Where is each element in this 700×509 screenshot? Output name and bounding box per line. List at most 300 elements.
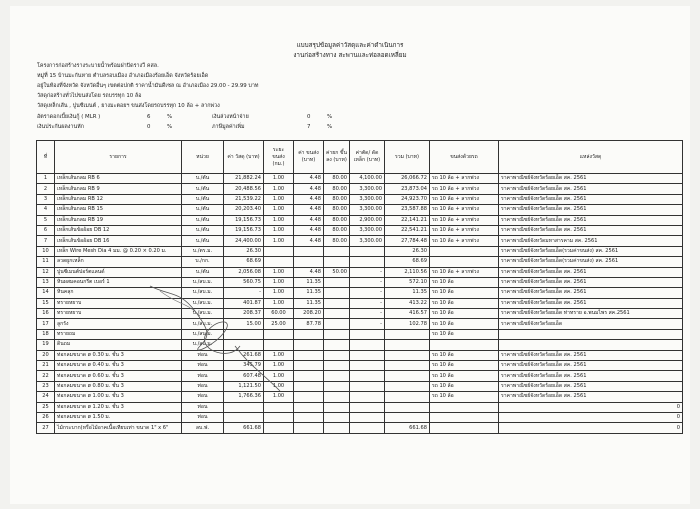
cell-unit: ท่อน [182, 381, 224, 391]
cell-total: 26,066.72 [385, 174, 430, 184]
cell-transport [294, 350, 324, 360]
cell-source: 0 [499, 423, 683, 433]
cell-price: 661.68 [224, 423, 264, 433]
cell-distance: 1.00 [264, 288, 294, 298]
cell-item: เหล็กเส้นกลม RB 19 [55, 215, 182, 225]
cell-transport [294, 257, 324, 267]
cell-price [224, 412, 264, 422]
cell-distance [264, 402, 294, 412]
cell-cutting: - [350, 298, 385, 308]
cell-unit: บ./ตัน [182, 194, 224, 204]
cell-vehicle: รถ 10 ล้อ + ลากพ่วง [430, 267, 499, 277]
cell-cutting: - [350, 267, 385, 277]
cell-distance: 1.00 [264, 174, 294, 184]
cell-distance: 1.00 [264, 381, 294, 391]
cell-source: ราคาพาณิชย์จังหวัดร้อยเอ็ด สค. 2561 [499, 298, 683, 308]
cell-cutting [350, 350, 385, 360]
cell-loading [324, 277, 350, 287]
document-subtitle: งานก่อสร้างทาง สะพานและท่อลอดเหลี่ยม [293, 52, 407, 59]
cell-no: 10 [37, 246, 55, 256]
table-row [37, 236, 683, 246]
cell-price: 24,400.00 [224, 236, 264, 246]
header-source: แหล่งวัสดุ [499, 141, 683, 174]
cell-total: 416.57 [385, 309, 430, 319]
cell-source: ราคาพาณิชย์จังหวัดร้อยเอ็ด สค. 2561 [499, 371, 683, 381]
cell-item: เหล็กเส้นกลม RB 6 [55, 174, 182, 184]
cell-distance: 1.00 [264, 205, 294, 215]
cell-price [224, 402, 264, 412]
cell-source: ราคาพาณิชย์จังหวัดร้อยเอ็ด สค. 2561 [499, 174, 683, 184]
table-row [37, 298, 683, 308]
cell-no: 20 [37, 350, 55, 360]
cell-source: ราคาพาณิชย์จังหวัดร้อยเอ็ด สค. 2561 [499, 392, 683, 402]
cell-item: ท่อกลมขนาด ø 0.40 ม. ชั้น 3 [55, 361, 182, 371]
cell-loading [324, 246, 350, 256]
cell-transport: 4.48 [294, 174, 324, 184]
cell-item: ทรายหยาบ [55, 309, 182, 319]
cell-no: 21 [37, 361, 55, 371]
cell-item: ดินถม [55, 340, 182, 350]
cell-transport [294, 402, 324, 412]
cell-distance: 1.00 [264, 184, 294, 194]
cell-transport [294, 412, 324, 422]
cell-source: ราคาพาณิชย์จังหวัดร้อยเอ็ด สค. 2561 [499, 381, 683, 391]
cell-source: ราคาพาณิชย์จังหวัดร้อยเอ็ด สค. 2561 [499, 225, 683, 235]
cell-transport [294, 371, 324, 381]
cell-distance: 1.00 [264, 225, 294, 235]
material-source-line: วัสดุก่อสร้างทั่วไปขนส่งโดย รถบรรทุก 10 ล้อ [37, 93, 142, 99]
cell-cutting [350, 371, 385, 381]
cell-total [385, 402, 430, 412]
table-row [37, 412, 683, 422]
cell-loading [324, 371, 350, 381]
cell-item: ท่อกลมขนาด ø 1.50 ม. [55, 412, 182, 422]
cell-price [224, 340, 264, 350]
cell-unit: ท่อน [182, 402, 224, 412]
cell-no: 1 [37, 174, 55, 184]
cell-no: 19 [37, 340, 55, 350]
cell-no: 15 [37, 298, 55, 308]
document-sheet [10, 6, 690, 504]
cell-source: ราคาพาณิชย์จังหวัดร้อยเอ็ด [499, 319, 683, 329]
cell-vehicle: รถ 10 ล้อ [430, 298, 499, 308]
document-title: แบบสรุปข้อมูลค่าวัสดุและค่าดำเนินการ [296, 42, 404, 49]
cell-vehicle: รถ 10 ล้อ [430, 309, 499, 319]
cell-item: ท่อกลมขนาด ø 0.80 ม. ชั้น 3 [55, 381, 182, 391]
cell-loading [324, 340, 350, 350]
cell-transport: 11.35 [294, 298, 324, 308]
advance-label: เงินล่วงหน้าจ่าย [212, 114, 249, 120]
cell-cutting: 3,300.00 [350, 236, 385, 246]
cell-cutting: 3,300.00 [350, 225, 385, 235]
table-row [37, 194, 683, 204]
retention-unit: % [167, 124, 173, 130]
cell-no: 13 [37, 277, 55, 287]
cell-unit: บ./ลบ.ม. [182, 319, 224, 329]
cell-cutting [350, 402, 385, 412]
retention-value: 0 [147, 124, 151, 130]
cell-item: เหล็กเส้นกลม RB 12 [55, 194, 182, 204]
cell-total [385, 392, 430, 402]
cell-vehicle [430, 402, 499, 412]
cell-vehicle: รถ 10 ล้อ [430, 319, 499, 329]
table-row [37, 225, 683, 235]
cell-transport: 87.78 [294, 319, 324, 329]
table-row [37, 340, 683, 350]
cell-cutting: - [350, 319, 385, 329]
cell-no: 5 [37, 215, 55, 225]
cell-unit: ลบ.ฟ. [182, 423, 224, 433]
cell-source: ราคาพาณิชย์จังหวัดร้อยเอ็ด สค. 2561 [499, 215, 683, 225]
cell-distance [264, 412, 294, 422]
cell-no: 27 [37, 423, 55, 433]
cell-source: ราคาพาณิชย์จังหวัดร้อยเอ็ด(รวมค่าขนส่ง) สค. 2561 [499, 257, 683, 267]
cell-distance: 1.00 [264, 371, 294, 381]
cell-vehicle: รถ 10 ล้อ + ลากพ่วง [430, 236, 499, 246]
cell-cutting: 3,300.00 [350, 205, 385, 215]
header-vehicle: ขนส่งด้วยรถ [430, 141, 499, 174]
cell-transport [294, 340, 324, 350]
table-row [37, 246, 683, 256]
cell-vehicle: รถ 10 ล้อ + ลากพ่วง [430, 184, 499, 194]
cell-item: ท่อกลมขนาด ø 1.00 ม. ชั้น 3 [55, 392, 182, 402]
cell-source: ราคาพาณิชย์จังหวัดร้อยเอ็ด สค. 2561 [499, 350, 683, 360]
cell-item: เหล็กเส้นกลม RB 15 [55, 205, 182, 215]
cell-price: 261.68 [224, 350, 264, 360]
cell-vehicle: รถ 10 ล้อ [430, 392, 499, 402]
cell-no: 17 [37, 319, 55, 329]
cell-cutting [350, 329, 385, 339]
cell-loading [324, 361, 350, 371]
table-row [37, 381, 683, 391]
cell-transport: 4.48 [294, 205, 324, 215]
cell-distance: 1.00 [264, 277, 294, 287]
cell-total [385, 412, 430, 422]
cell-transport [294, 392, 324, 402]
cell-loading: 80.00 [324, 174, 350, 184]
cell-no: 4 [37, 205, 55, 215]
cell-transport: 4.48 [294, 236, 324, 246]
cell-transport: 4.48 [294, 267, 324, 277]
cell-cutting: - [350, 277, 385, 287]
cell-no: 6 [37, 225, 55, 235]
table-row [37, 371, 683, 381]
header-no: ที่ [37, 141, 55, 174]
project-line: โครงการก่อสร้างรางระบายน้ำพร้อมฝาปิดรางวี คสล. [37, 63, 159, 69]
cell-unit: ท่อน [182, 412, 224, 422]
cell-total: 102.78 [385, 319, 430, 329]
cell-cutting [350, 381, 385, 391]
cell-unit: บ./ลบ.ม. [182, 309, 224, 319]
retention-label: เงินประกันผลงานหัก [37, 124, 84, 130]
cell-loading: 50.00 [324, 267, 350, 277]
cell-vehicle: รถ 10 ล้อ [430, 361, 499, 371]
cell-vehicle: รถ 10 ล้อ [430, 381, 499, 391]
table-row [37, 184, 683, 194]
tax-label: ภาษีมูลค่าเพิ่ม [212, 124, 245, 130]
cell-loading: 80.00 [324, 225, 350, 235]
cell-cutting: 4,100.00 [350, 174, 385, 184]
cell-item: ท่อกลมขนาด ø 0.30 ม. ชั้น 3 [55, 350, 182, 360]
cell-total: 11.35 [385, 288, 430, 298]
cell-distance [264, 423, 294, 433]
cell-transport: 4.48 [294, 194, 324, 204]
cell-loading: 80.00 [324, 194, 350, 204]
cell-price: 401.87 [224, 298, 264, 308]
cell-price: - [224, 288, 264, 298]
cell-item: ท่อกลมขนาด ø 0.60 ม. ชั้น 3 [55, 371, 182, 381]
header-loading: ค่ายก ขึ้นลง (บาท) [324, 141, 350, 174]
cell-distance: 1.00 [264, 392, 294, 402]
cell-item: ทรายหยาบ [55, 298, 182, 308]
cell-cutting [350, 361, 385, 371]
header-item: รายการ [55, 141, 182, 174]
table-row [37, 205, 683, 215]
cell-loading [324, 288, 350, 298]
cell-vehicle: รถ 10 ล้อ [430, 288, 499, 298]
cell-total: 22,141.21 [385, 215, 430, 225]
cell-transport: 4.48 [294, 215, 324, 225]
cell-distance [264, 246, 294, 256]
cell-source: 0 [499, 412, 683, 422]
tax-unit: % [327, 124, 333, 130]
table-row [37, 350, 683, 360]
cell-unit: บ./ตัน [182, 267, 224, 277]
header-distance: ระยะ ขนส่ง (กม.) [264, 141, 294, 174]
cell-total [385, 381, 430, 391]
table-row [37, 174, 683, 184]
cell-item: ปูนซีเมนต์ปอร์ตแลนด์ [55, 267, 182, 277]
cell-source: ราคาพาณิชย์จังหวัดร้อยเอ็ด สค. 2561 [499, 361, 683, 371]
cell-price: 15.00 [224, 319, 264, 329]
cell-source: ราคาพาณิชย์จังหวัดร้อยเอ็ด สค. 2561 [499, 184, 683, 194]
cell-item: ไม้กระบาก(หรือไม้อาคเนื้อเทียบเท่า ขนาด 1" x 6" [55, 423, 182, 433]
cell-loading [324, 350, 350, 360]
cell-unit: บ./ลบ.ม. [182, 288, 224, 298]
cell-no: 11 [37, 257, 55, 267]
advance-unit: % [327, 114, 333, 120]
cell-vehicle: รถ 10 ล้อ [430, 277, 499, 287]
cell-unit: บ./ตัน [182, 205, 224, 215]
tax-value: 7 [307, 124, 311, 130]
cell-price: 20,488.56 [224, 184, 264, 194]
cell-unit: ท่อน [182, 350, 224, 360]
cell-no: 24 [37, 392, 55, 402]
cell-price: 26.30 [224, 246, 264, 256]
cell-total [385, 350, 430, 360]
cell-total: 572.10 [385, 277, 430, 287]
cell-transport: 4.48 [294, 225, 324, 235]
cell-total: 2,110.56 [385, 267, 430, 277]
table-row [37, 267, 683, 277]
cell-no: 14 [37, 288, 55, 298]
cell-transport [294, 329, 324, 339]
cell-distance: 25.00 [264, 319, 294, 329]
cell-unit: บ./ตัน [182, 174, 224, 184]
cell-transport: 11.35 [294, 288, 324, 298]
cell-source [499, 340, 683, 350]
cell-vehicle: รถ 10 ล้อ + ลากพ่วง [430, 215, 499, 225]
cell-cutting [350, 340, 385, 350]
cell-no: 23 [37, 381, 55, 391]
header-transport: ค่า ขนส่ง (บาท) [294, 141, 324, 174]
cell-item: ท่อกลมขนาด ø 1.20 ม. ชั้น 3 [55, 402, 182, 412]
cell-total: 23,873.04 [385, 184, 430, 194]
mlr-value: 6 [147, 114, 151, 120]
rate-line [37, 114, 437, 122]
table-row [37, 361, 683, 371]
cell-cutting [350, 257, 385, 267]
header-price: ค่า วัสดุ (บาท) [224, 141, 264, 174]
cell-unit: บ./ลบ.ม. [182, 340, 224, 350]
cell-unit: บ./กก. [182, 257, 224, 267]
province-line: อยู่ในท้องที่จังหวัด จังหวัดอื่นๆ เขตต่อปกติ ราคาน้ำมันดีเซล ณ อำเภอเมือง 29.00 - 29.99 บาท [37, 83, 259, 89]
cell-source: 0 [499, 402, 683, 412]
cell-source: ราคาพาณิชย์จังหวัดร้อยเอ็ด สค. 2561 [499, 277, 683, 287]
advance-value: 0 [307, 114, 311, 120]
table-row [37, 423, 683, 433]
cell-total [385, 340, 430, 350]
table-row [37, 392, 683, 402]
materials-table [36, 140, 683, 434]
cell-loading [324, 298, 350, 308]
table-row [37, 329, 683, 339]
cell-unit: บ./ลบ.ม. [182, 298, 224, 308]
cell-total: 661.68 [385, 423, 430, 433]
cell-vehicle [430, 423, 499, 433]
cell-unit: ท่อน [182, 371, 224, 381]
retention-line [37, 124, 437, 132]
table-row [37, 288, 683, 298]
cell-vehicle: รถ 10 ล้อ + ลากพ่วง [430, 225, 499, 235]
cell-no: 22 [37, 371, 55, 381]
cell-loading: 80.00 [324, 184, 350, 194]
cell-vehicle: รถ 10 ล้อ [430, 371, 499, 381]
cell-no: 2 [37, 184, 55, 194]
cell-loading [324, 381, 350, 391]
cell-transport [294, 361, 324, 371]
cell-source: ราคาพาณิชย์จังหวัดร้อยเอ็ด(รวมค่าขนส่ง) สค. 2561 [499, 246, 683, 256]
cell-loading: 80.00 [324, 236, 350, 246]
cell-distance: 60.00 [264, 309, 294, 319]
cell-source: ราคาพาณิชย์จังหวัดร้อยเอ็ด สค. 2561 [499, 205, 683, 215]
cell-item: ทรายถม [55, 329, 182, 339]
cell-transport: 11.35 [294, 277, 324, 287]
cell-loading [324, 412, 350, 422]
cell-loading [324, 309, 350, 319]
table-header-row [37, 141, 683, 174]
cell-price: 1,766.36 [224, 392, 264, 402]
cell-no: 16 [37, 309, 55, 319]
cell-loading: 80.00 [324, 215, 350, 225]
cell-total [385, 329, 430, 339]
cell-unit: บ./ตัน [182, 236, 224, 246]
table-row [37, 215, 683, 225]
cell-unit: บ./ลบ.ม. [182, 329, 224, 339]
cell-cutting [350, 246, 385, 256]
cell-unit: บ./ตัน [182, 184, 224, 194]
cell-price: 21,539.22 [224, 194, 264, 204]
cell-distance: 1.00 [264, 194, 294, 204]
cell-cutting: 3,300.00 [350, 184, 385, 194]
cell-transport: 208.20 [294, 309, 324, 319]
cell-loading [324, 257, 350, 267]
cell-transport: 4.48 [294, 184, 324, 194]
cell-distance [264, 257, 294, 267]
cell-cutting: - [350, 309, 385, 319]
cell-cutting [350, 412, 385, 422]
cell-no: 3 [37, 194, 55, 204]
cell-transport [294, 246, 324, 256]
cell-total: 24,923.70 [385, 194, 430, 204]
cell-item: เหล็กเส้นกลม RB 9 [55, 184, 182, 194]
cell-total: 23,587.88 [385, 205, 430, 215]
cell-source: ราคาพาณิชย์จังหวัดร้อยเอ็ด สค. 2561 [499, 288, 683, 298]
cell-distance: 1.00 [264, 361, 294, 371]
cell-distance: 1.00 [264, 236, 294, 246]
cell-source: ราคาพาณิชย์จังหวัดร้อยเอ็ด สค. 2561 [499, 267, 683, 277]
cell-price: 20,203.40 [224, 205, 264, 215]
cell-price: 1,121.50 [224, 381, 264, 391]
mlr-unit: % [167, 114, 173, 120]
cell-total: 413.22 [385, 298, 430, 308]
cell-vehicle: รถ 10 ล้อ [430, 350, 499, 360]
header-total: รวม (บาท) [385, 141, 430, 174]
cell-unit: บ./ตัน [182, 225, 224, 235]
table-row [37, 319, 683, 329]
cell-item: เหล็ก Wire Mesh Dia 4 มม. @ 0.20 × 0.20 ม. [55, 246, 182, 256]
cell-total: 26.30 [385, 246, 430, 256]
cell-item: เหล็กเส้นข้ออ้อย DB 12 [55, 225, 182, 235]
table-row [37, 309, 683, 319]
cell-loading [324, 423, 350, 433]
cell-vehicle: รถ 10 ล้อ + ลากพ่วง [430, 194, 499, 204]
cell-vehicle [430, 257, 499, 267]
cell-total: 27,784.48 [385, 236, 430, 246]
cell-distance: 1.00 [264, 350, 294, 360]
cell-price: 2,056.08 [224, 267, 264, 277]
cell-total: 22,541.21 [385, 225, 430, 235]
cell-distance [264, 340, 294, 350]
cell-loading [324, 392, 350, 402]
cell-distance: 1.00 [264, 267, 294, 277]
cell-vehicle: รถ 10 ล้อ + ลากพ่วง [430, 174, 499, 184]
cell-price: 19,156.73 [224, 215, 264, 225]
cell-item: เหล็กเส้นข้ออ้อย DB 16 [55, 236, 182, 246]
cell-no: 18 [37, 329, 55, 339]
cell-item: หินคลุก [55, 288, 182, 298]
cell-source: ราคาพาณิชย์จังหวัดร้อยเอ็ด สค. 2561 [499, 194, 683, 204]
cell-price: 68.69 [224, 257, 264, 267]
cell-unit: ท่อน [182, 392, 224, 402]
header-unit: หน่วย [182, 141, 224, 174]
cell-total: 68.69 [385, 257, 430, 267]
cell-price: 19,156.73 [224, 225, 264, 235]
cell-vehicle [430, 340, 499, 350]
cell-transport [294, 423, 324, 433]
cell-item: ลวดผูกเหล็ก [55, 257, 182, 267]
location-line: หมู่ที่ 15 บ้านมะกันหาย ตำบลรอบเมือง อำเภอเมืองร้อยเอ็ด จังหวัดร้อยเอ็ด [37, 73, 209, 79]
mlr-label: อัตราดอกเบี้ยเงินกู้ ( MLR ) [37, 114, 101, 120]
steel-transport-line: วัสดุเหล็กเส้น , ปูนซีเมนต์ , ยางมะตอยฯ ขนส่งโดยรถบรรทุก 10 ล้อ + ลากพ่วง [37, 103, 220, 109]
table-row [37, 277, 683, 287]
cell-item: ลูกรัง [55, 319, 182, 329]
cell-cutting [350, 392, 385, 402]
cell-unit: ท่อน [182, 361, 224, 371]
cell-price [224, 329, 264, 339]
cell-total [385, 361, 430, 371]
cell-no: 12 [37, 267, 55, 277]
